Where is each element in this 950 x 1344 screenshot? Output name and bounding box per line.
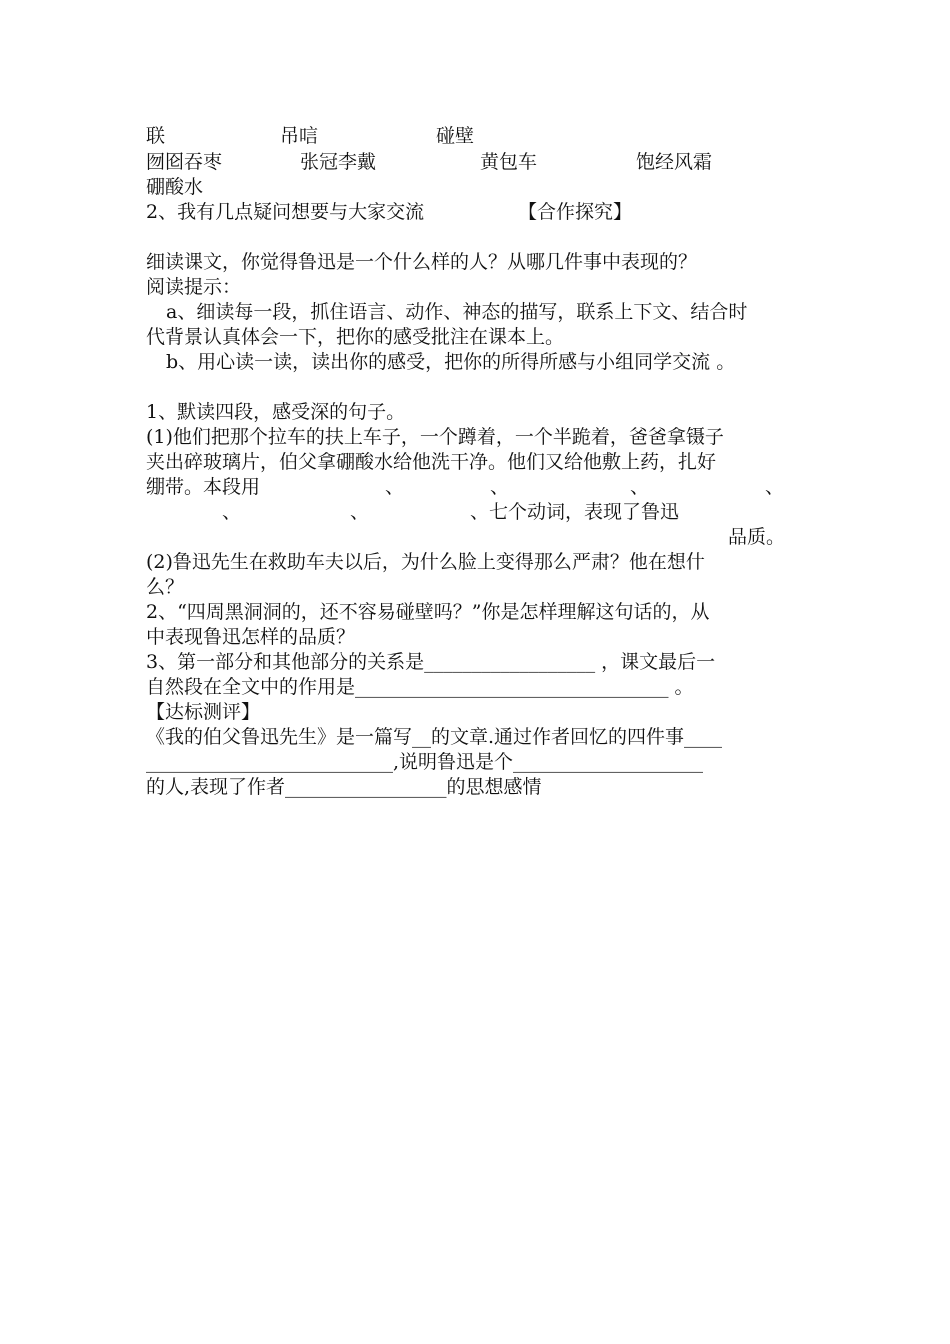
vocab-word: 碰壁 <box>436 125 475 147</box>
verb-count-text: 、七个动词，表现了鲁迅 <box>470 501 680 523</box>
question-3: 3、第一部分和其他部分的关系是__________________ ，课文最后一 <box>146 651 716 673</box>
hint-title: 阅读提示： <box>146 276 242 298</box>
section-tag: 【达标测评】 <box>146 701 261 723</box>
vocab-word: 吊唁 <box>280 125 319 147</box>
hint-a-cont: 代背景认真体会一下，把你的感受批注在课本上。 <box>146 326 565 348</box>
verb-blank-separator: 、 <box>350 501 370 523</box>
question-2-cont: 中表现鲁迅怎样的品质？ <box>146 626 356 648</box>
question-1-2: (2)鲁迅先生在救助车夫以后，为什么脸上变得那么严肃？他在想什 <box>146 551 705 573</box>
passage-line: 绷带。本段用 <box>146 476 261 498</box>
section-tag: 【合作探究】 <box>518 201 633 223</box>
hint-a: a、细读每一段，抓住语言、动作、神态的描写，联系上下文、结合时 <box>166 301 748 323</box>
vocab-word: 硼酸水 <box>146 176 204 198</box>
question-1-title: 1、默读四段，感受深的句子。 <box>146 401 406 423</box>
question-3-cont: 自然段在全文中的作用是_________________________________ 。 <box>146 676 694 698</box>
main-question: 细读课文，你觉得鲁迅是一个什么样的人？从哪几件事中表现的？ <box>146 251 698 273</box>
hint-b: b、用心读一读，读出你的感受，把你的所得所感与小组同学交流 。 <box>166 351 736 373</box>
passage-line: 夹出碎玻璃片，伯父拿硼酸水给他洗干净。他们又给他敷上药，扎好 <box>146 451 717 473</box>
verb-blank-separator: 、 <box>490 476 510 498</box>
vocab-word: 囫囵吞枣 <box>146 151 223 173</box>
test-line: __________________________,说明鲁迅是个____________________ <box>146 751 704 773</box>
test-line: 《我的伯父鲁迅先生》是一篇写__的文章.通过作者回忆的四件事____ <box>146 726 723 748</box>
test-line: 的人,表现了作者_________________的思想感情 <box>146 776 542 798</box>
question-1-2-cont: 么？ <box>146 576 185 598</box>
vocab-word: 张冠李戴 <box>300 151 377 173</box>
question-heading: 2、我有几点疑问想要与大家交流 <box>146 201 425 223</box>
verb-blank-separator: 、 <box>630 476 650 498</box>
vocab-word: 联 <box>146 125 166 147</box>
quality-text: 品质。 <box>728 526 786 548</box>
verb-blank-separator: 、 <box>222 501 242 523</box>
verb-blank-separator: 、 <box>385 476 405 498</box>
verb-blank-separator: 、 <box>765 476 785 498</box>
vocab-word: 饱经风霜 <box>636 151 713 173</box>
passage-line: (1)他们把那个拉车的扶上车子，一个蹲着，一个半跪着，爸爸拿镊子 <box>146 426 724 448</box>
vocab-word: 黄包车 <box>480 151 538 173</box>
question-2: 2、“四周黑洞洞的，还不容易碰壁吗？”你是怎样理解这句话的，从 <box>146 601 710 623</box>
